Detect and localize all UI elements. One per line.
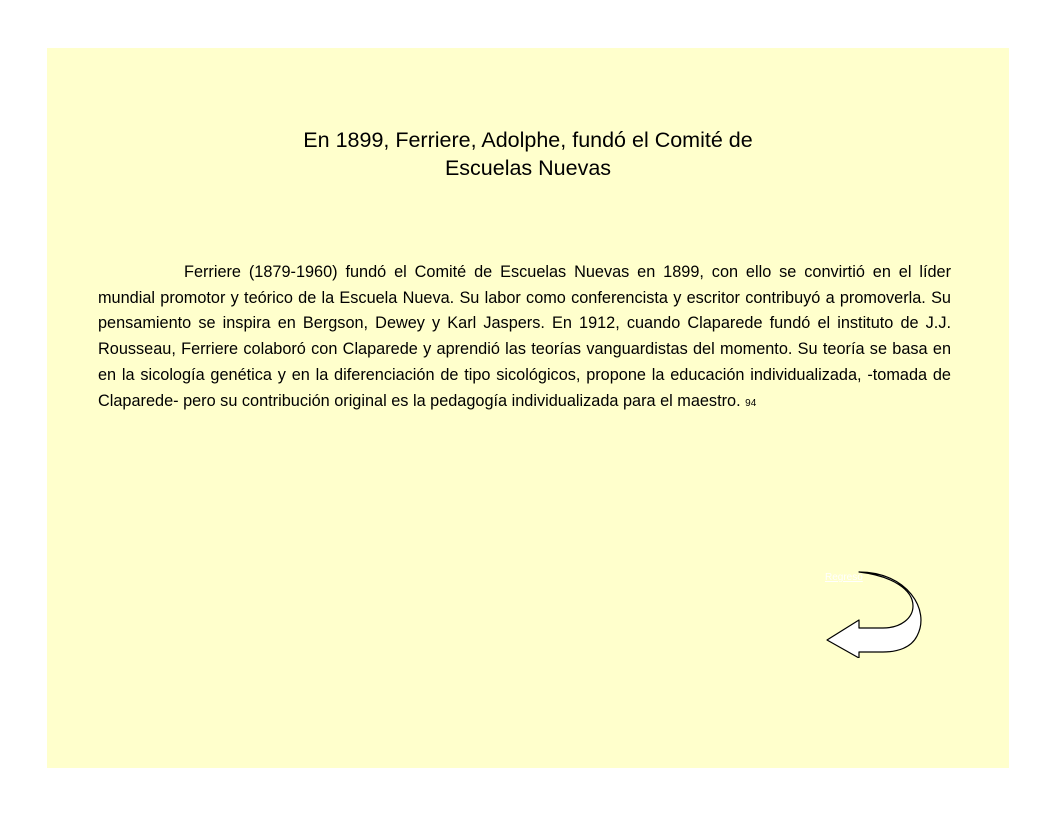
- page-title: [47, 126, 1009, 182]
- title-line-2: Escuelas Nuevas: [444, 156, 612, 180]
- title-line-1: En 1899, Ferriere, Adolphe, fundó el Comité de: [303, 128, 753, 152]
- slide: [47, 48, 1009, 768]
- paragraph-text: Ferriere (1879-1960) fundó el Comité de Escuelas Nuevas en 1899, con ello se convirtió en el líder mundial promotor y teórico de la Escuela Nueva. Su labor como conferencista y escritor contribuyó a promoverla. Su pensamiento se inspira en Bergson, Dewey y Karl Jaspers. En 1912, cuando Claparede fundó el instituto de J.J. Rousseau, Ferriere colaboró con Claparede y aprendió las teorías vanguardistas del momento. Su teoría se basa en en la sicología genética y en la diferenciación de tipo sicológicos, propone la educación individualizada, -tomada de Claparede- pero su contribución original es la pedagogía individualizada para el maestro.: [98, 263, 951, 410]
- footnote-reference: 94: [745, 397, 757, 409]
- back-link[interactable]: Regreso: [825, 572, 863, 583]
- body-paragraph: [98, 260, 951, 416]
